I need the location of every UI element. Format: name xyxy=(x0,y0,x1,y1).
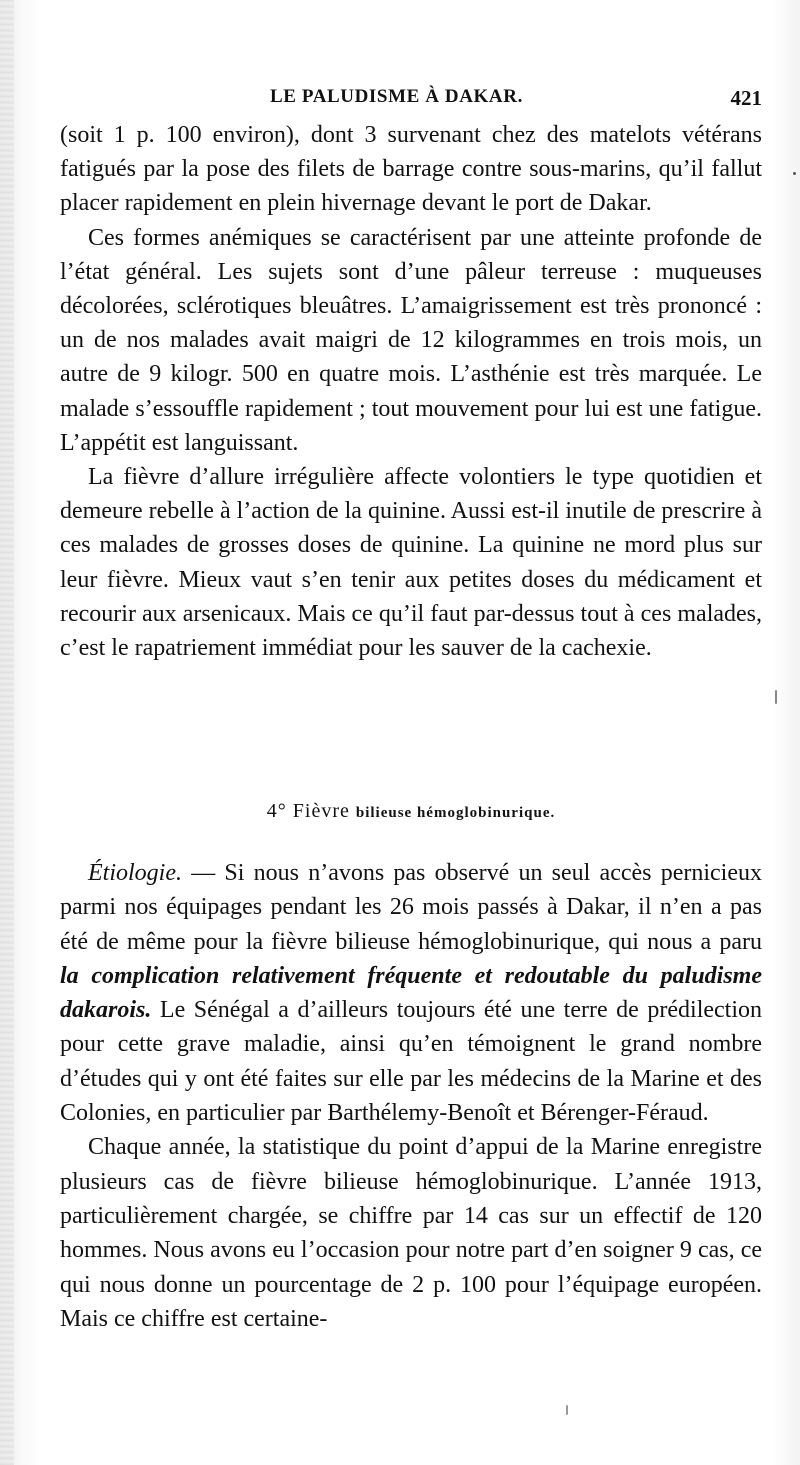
etiology-text-before: — Si nous n’avons pas observé un seul accès pernicieux parmi nos équipages pendant les 26 mois passés à Dakar, il n’en a pas été de même pour la fièvre bilieuse hémoglobinurique, qui nous a paru xyxy=(60,860,762,955)
paragraph-etiology xyxy=(60,856,762,1130)
print-speck xyxy=(793,172,796,175)
etiology-text-after: Le Sénégal a d’ailleurs toujours été une terre de prédilection pour cette grave maladie, ainsi qu’en témoignent le grand nombre d’études qui y ont été faites sur elle par les médecins de la Marine et des Colonies, en particulier par Barthélemy-Benoît et Bérenger-Féraud. xyxy=(60,997,762,1127)
paragraph-statistics: Chaque année, la statistique du point d’appui de la Marine enregistre plusieurs cas de fièvre bilieuse hémoglobinurique. L’année 1913, particulièrement chargée, se chiffre par 14 cas sur un effectif de 120 hommes. Nous avons eu l’occasion pour notre part d’en soigner 9 cas, ce qui nous donne un pourcentage de 2 p. 100 pour l’équipage européen. Mais ce chiffre est certaine- xyxy=(60,1134,762,1332)
paragraph-anemic-forms: Ces formes anémiques se caractérisent par une atteinte profonde de l’état général. Les sujets sont d’une pâleur terreuse : muqueuses décolorées, sclérotiques bleuâtres. L’amaigrissement est très prononcé : un de nos malades avait maigri de 12 kilogrammes en trois mois, un autre de 9 kilogr. 500 en quatre mois. L’asthénie est très marquée. Le malade s’essouffle rapidement ; tout mouvement pour lui est une fatigue. L’appétit est languissant. xyxy=(60,224,762,456)
page-number: 421 xyxy=(730,86,762,110)
page-edge-shadow xyxy=(0,0,14,1465)
paragraph-continuation: (soit 1 p. 100 environ), dont 3 survenant chez des matelots vétérans fatigués par la pose des filets de barrage contre sous-marins, qu’il fallut placer rapidement en plein hivernage devant le port de Dakar. xyxy=(60,122,762,217)
section-number: 4° xyxy=(266,800,287,822)
running-title: LE PALUDISME À DAKAR. xyxy=(270,86,523,107)
print-speck xyxy=(775,690,777,704)
body-text-bottom xyxy=(60,856,762,1336)
etiology-emphasis: la complication relativement fréquente et redoutable du paludisme dakarois. xyxy=(60,962,762,1024)
body-text-top xyxy=(60,118,762,665)
section-title-rest: bilieuse hémoglobinurique. xyxy=(355,805,556,821)
paragraph-fever: La fièvre d’allure irrégulière affecte volontiers le type quotidien et demeure rebelle à l’action de la quinine. Aussi est-il inutile de prescrire à ces malades de grosses doses de quinine. La quinine ne mord plus sur leur fièvre. Mieux vaut s’en tenir aux petites doses du médicament et recourir aux arsenicaux. Mais ce qu’il faut par-dessus tout à ces malades, c’est le rapatriement immédiat pour les sauver de la cachexie. xyxy=(60,464,762,662)
print-speck xyxy=(566,1405,568,1415)
etiology-label: Étiologie. xyxy=(88,860,182,886)
section-heading xyxy=(60,800,762,823)
section-title-first: Fièvre xyxy=(292,800,350,822)
page-header xyxy=(60,86,762,116)
